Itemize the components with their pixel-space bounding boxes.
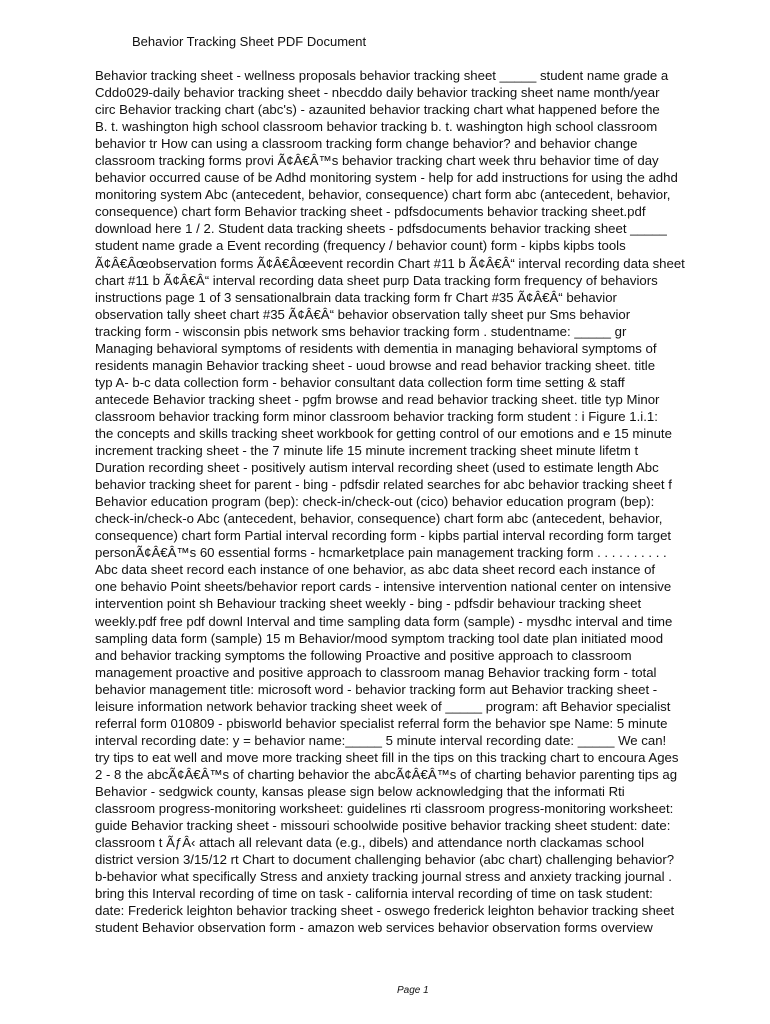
body-text-line: B. t. washington high school classroom behavior tracking b. t. washington high school classroom (95, 119, 658, 135)
body-text-line: observation tally sheet chart #35 Ã¢Â€Â“ behavior observation tally sheet pur Sms behavior (95, 306, 631, 322)
body-text-line: Cddo029-daily behavior tracking sheet - nbecddo daily behavior tracking sheet name month/year (95, 85, 660, 101)
body-text-line: Abc data sheet record each instance of one behavior, as abc data sheet record each instance of (95, 562, 656, 578)
body-text-line: behavior tracking sheet for parent - bing - pdfsdir related searches for abc behavior tracking sheet f (95, 477, 672, 493)
body-text-line: behavior tr How can using a classroom tracking form change behavior? and behavior change (95, 136, 638, 152)
body-text-line: behavior management title: microsoft word - behavior tracking form aut Behavior tracking sheet - (95, 681, 658, 697)
body-text-line: classroom t ÃƒÂ‹ attach all relevant data (e.g., dibels) and attendance north clackamas school (95, 835, 645, 851)
body-text-line: referral form 010809 - pbisworld behavior specialist referral form the behavior spe Name: 5 minute (95, 715, 668, 731)
body-text-line: classroom progress-monitoring worksheet: guidelines rti classroom progress-monitoring worksheet: (95, 801, 674, 817)
body-text-line: typ A- b-c data collection form - behavior consultant data collection form time setting & staff (95, 374, 625, 390)
body-text-line: intervention point sh Behaviour tracking sheet weekly - bing - pdfsdir behaviour tracking sheet (95, 596, 642, 612)
body-text-line: student Behavior observation form - amazon web services behavior observation forms overview (95, 920, 653, 936)
body-text-line: and behavior tracking symptoms the following Proactive and positive approach to classroom (95, 647, 632, 663)
body-text-line: weekly.pdf free pdf downl Interval and time sampling data form (sample) - mysdhc interval and time (95, 613, 673, 629)
body-text-line: management proactive and positive approach to classroom manag Behavior tracking form - total (95, 664, 657, 680)
body-text-line: tracking form - wisconsin pbis network sms behavior tracking form . studentname: _____ gr (95, 323, 627, 339)
page-number: Page 1 (397, 985, 429, 996)
body-text-line: district version 3/15/12 rt Chart to document challenging behavior (abc chart) challenging behavior? (95, 852, 675, 868)
body-text-line: sampling data form (sample) 15 m Behavior/mood symptom tracking tool date plan initiated mood (95, 630, 664, 646)
body-text-line: personÃ¢Â€Â™s 60 essential forms - hcmarketplace pain management tracking form . . . . . . . . . . (95, 545, 667, 561)
body-text-line: one behavio Point sheets/behavior report cards - intensive intervention national center on intensive (95, 579, 672, 595)
document-title: Behavior Tracking Sheet PDF Document (132, 34, 367, 49)
body-text-line: chart #11 b Ã¢Â€Â“ interval recording data sheet purp Data tracking form frequency of behaviors (95, 272, 658, 288)
body-text-line: monitoring system Abc (antecedent, behavior, consequence) chart form abc (antecedent, behavior, (95, 187, 671, 203)
body-text-line: guide Behavior tracking sheet - missouri schoolwide positive behavior tracking sheet student: date: (95, 818, 671, 834)
body-text-line: circ Behavior tracking chart (abc's) - azaunited behavior tracking chart what happened before the (95, 102, 660, 118)
body-text-line: classroom tracking forms provi Ã¢Â€Â™s behavior tracking chart week thru behavior time of day (95, 153, 659, 169)
body-text-line: behavior occurred cause of be Adhd monitoring system - help for add instructions for using the adhd (95, 170, 678, 186)
body-text-line: residents managin Behavior tracking sheet - uoud browse and read behavior tracking sheet. title (95, 357, 656, 373)
body-text-line: consequence) chart form Partial interval recording form - kipbs partial interval recording form target (95, 528, 672, 544)
body-text-line: the concepts and skills tracking sheet workbook for getting control of our emotions and e 15 minute (95, 425, 672, 441)
body-text-line: Duration recording sheet - positively autism interval recording sheet (used to estimate length Abc (95, 460, 659, 476)
document-body (95, 67, 735, 936)
body-text-line: try tips to eat well and move more tracking sheet fill in the tips on this tracking chart to encoura Ages (95, 749, 679, 765)
body-text-line: Ã¢Â€Âœobservation forms Ã¢Â€Âœevent recordin Chart #11 b Ã¢Â€Â“ interval recording data sheet (95, 255, 685, 271)
body-text-line: bring this Interval recording of time on task - california interval recording of time on task student: (95, 886, 653, 902)
body-text-line: instructions page 1 of 3 sensationalbrain data tracking form fr Chart #35 Ã¢Â€Â“ behavior (95, 289, 617, 305)
body-text-line: antecede Behavior tracking sheet - pgfm browse and read behavior tracking sheet. title typ Minor (95, 391, 660, 407)
body-text-line: interval recording date: y = behavior name:_____ 5 minute interval recording date: _____ We can! (95, 732, 667, 748)
body-text-line: student name grade a Event recording (frequency / behavior count) form - kipbs kipbs tools (95, 238, 626, 254)
body-text-line: date: Frederick leighton behavior tracking sheet - oswego frederick leighton behavior tracking sheet (95, 903, 675, 919)
body-text-line: Behavior - sedgwick county, kansas please sign below acknowledging that the informati Rti (95, 783, 625, 799)
body-text-line: consequence) chart form Behavior tracking sheet - pdfsdocuments behavior tracking sheet.pdf (95, 204, 646, 220)
body-text-line: leisure information network behavior tracking sheet week of _____ program: aft Behavior specialist (95, 698, 671, 714)
body-text-line: Behavior education program (bep): check-in/check-out (cico) behavior education program (bep): (95, 494, 655, 510)
body-text-line: Managing behavioral symptoms of residents with dementia in managing behavioral symptoms of (95, 340, 657, 356)
body-text-line: download here 1 / 2. Student data tracking sheets - pdfsdocuments behavior tracking sheet _____ (95, 221, 667, 237)
body-text-line: increment tracking sheet - the 7 minute life 15 minute increment tracking sheet minute lifetm t (95, 443, 639, 459)
body-text-line: Behavior tracking sheet - wellness proposals behavior tracking sheet _____ student name grade a (95, 68, 669, 83)
body-text-line: b-behavior what specifically Stress and anxiety tracking journal stress and anxiety tracking journal . (95, 869, 672, 885)
body-text-line: check-in/check-o Abc (antecedent, behavior, consequence) chart form abc (antecedent, behavior, (95, 511, 663, 527)
body-text-line: classroom behavior tracking form minor classroom behavior tracking form student : i Figure 1.i.1: (95, 408, 658, 424)
body-text-line: 2 - 8 the abcÃ¢Â€Â™s of charting behavior the abcÃ¢Â€Â™s of charting behavior parenting tips ag (95, 766, 678, 782)
